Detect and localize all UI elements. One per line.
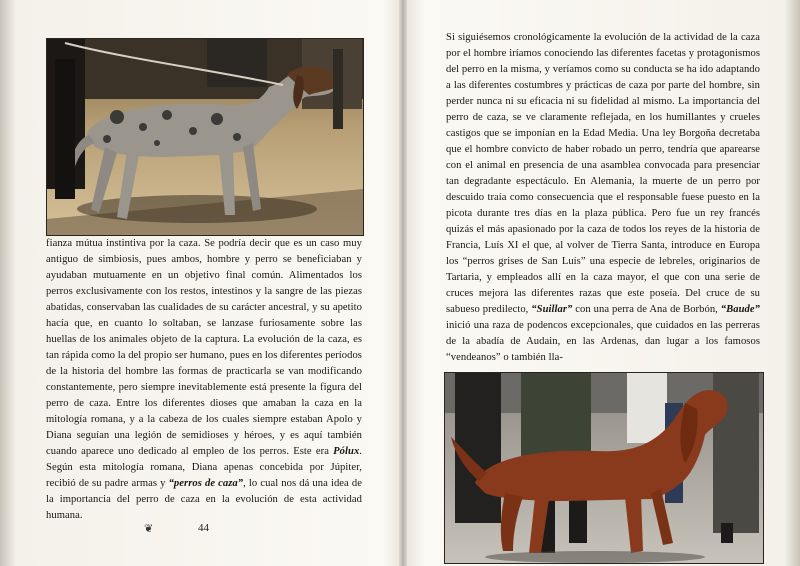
left-text-part2: . Según esta mitología romana, Diana apenas concebida por Júpiter, recibió de su padre armas y	[46, 446, 362, 489]
left-body-text	[46, 236, 362, 524]
ornament-icon: ❦	[144, 523, 154, 535]
right-text-part3: inició una raza de podencos excepcionales, que cuidados en las perreras de la abadía de Audain, en las Ardenas, dan lugar a los famosos “vendeanos” o también lla-	[446, 320, 760, 363]
left-emphasis-polux: Pólux	[333, 446, 360, 457]
page-number: 44	[198, 522, 209, 534]
right-emphasis-suillar: “Suillar”	[531, 304, 573, 315]
photo-irish-setter	[444, 372, 764, 564]
left-emphasis-perros-de-caza: “perros de caza”	[168, 478, 244, 489]
photo-pointer-dog	[46, 38, 364, 236]
right-body-text	[446, 30, 760, 366]
right-page	[404, 0, 800, 566]
right-text-part1: Si siguiésemos cronológicamente la evolución de la actividad de la caza por el hombre iríamos conociendo las diferentes facetas y protagonismos del perro en la misma, y veríamos como su conducta se ha ido adaptando a las diferentes costumbres y prácticas de caza por parte del hombre, sin perder nunca ni su eficacia ni su fidelidad al mismo. La importancia del perro de caza, se ve claramente reflejada, en los humillantes y crueles castigos que se imponían en la Edad Media. Una ley Borgoña decretaba que el hombre convicto de haber robado un perro, tendría que aparearse con el animal en presencia de una asamblea convocada para presenciar tan degradante espectáculo. En Alemania, la muerte de un perro por descuido traía como consecuencia que el responsable fuese puesto en la picota durante tres días en la plaza pública. Pero fue un rey francés quizás el más apasionado por la caza de todos los reyes de la historia de Francia, Luís XI el que, al volver de Tierra Santa, introduce en Europa los “perros grises de San Luís” una especie de lebreles, originarios de Tartaria, y empleados allí en la caza mayor, el que con una serie de cruces mejora las diferentes razas que este poseía. Del cruce de su sabueso predilecto,	[446, 32, 760, 315]
pointer-dog-image	[47, 39, 363, 235]
left-text-part1: fianza mútua instintiva por la caza. Se podría decir que es un caso muy antiguo de simbiosis, pues ambos, hombre y perro se beneficiaban y ayudaban mutuamente en un objetivo final común. Alimentados los perros exclusivamente con los restos, intestinos y la sangre de las piezas abatidas, conservaban las cualidades de su carácter ancestral, y su apetito hacía que, en cuanto lo soltaban, se lanzase furiosamente sobre las huellas de los animales objeto de la captura. La evolución de la caza, es tan rápida como la del propio ser humano, pues en los diferentes períodos de la historia del hombre las formas de practicarla se van modificando constantemente, pero siempre inevitablemente está presente la figura del perro de caza. Entre los diferentes dioses que amaban la caza en la mitología romana, y a la cabeza de los cuales siempre estaban Apolo y Diana seguían una legión de semidioses y héroes, y es aquí también cuando aparece uno dedicado al empleo de los perros. Este era	[46, 238, 362, 457]
right-emphasis-baude: “Baude”	[720, 304, 760, 315]
left-text-part3: , lo cual nos dá una idea de la importancia del perro de caza en la evolución de esta actividad humana.	[46, 478, 362, 521]
irish-setter-image	[445, 373, 763, 563]
right-text-part2: con una perra de Ana de Borbón,	[572, 304, 721, 315]
